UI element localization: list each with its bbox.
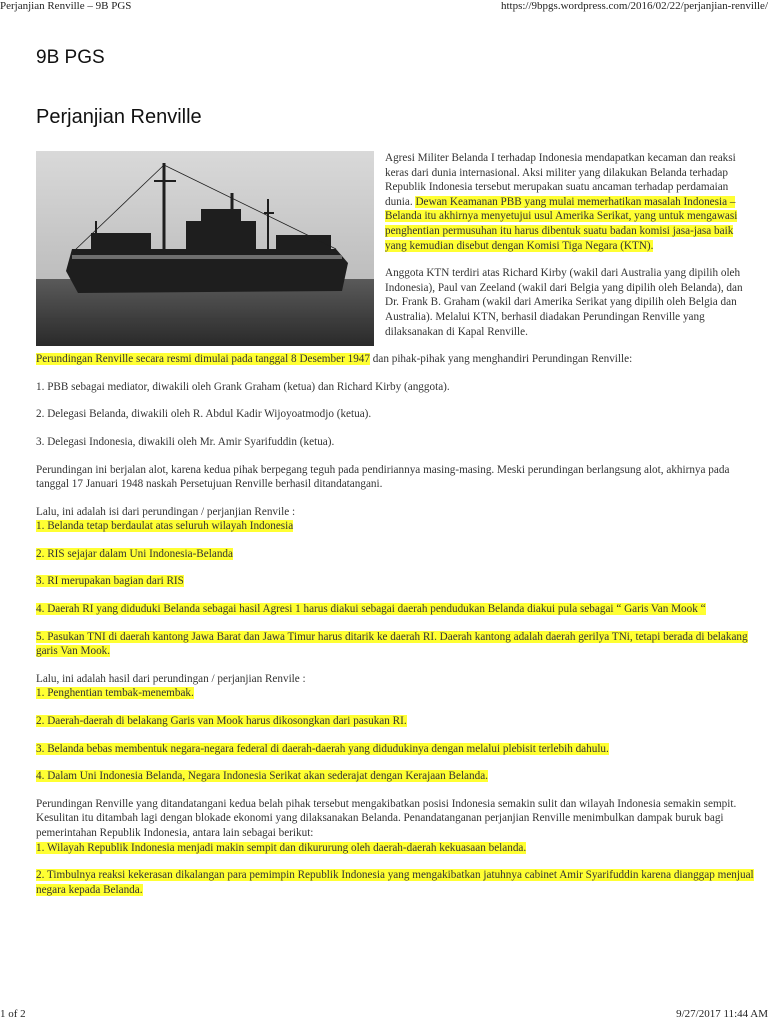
contents-item: [36, 547, 756, 562]
contents-item: [36, 519, 756, 534]
print-header-title: Perjanjian Renville – 9B PGS: [0, 0, 132, 12]
results-item: [36, 742, 756, 757]
post-title: Perjanjian Renville: [36, 106, 202, 128]
print-header-url[interactable]: https://9bpgs.wordpress.com/2016/02/22/perjanjian-renville/: [500, 0, 768, 12]
delegation-item: 3. Delegasi Indonesia, diwakili oleh Mr. Amir Syarifuddin (ketua).: [36, 435, 335, 448]
contents-intro: Lalu, ini adalah isi dari perundingan / perjanjian Renvile :: [36, 505, 296, 518]
results-intro: Lalu, ini adalah hasil dari perundingan / perjanjian Renvile :: [36, 672, 306, 685]
intro-highlighted-text: Dewan Keamanan PBB yang mulai memerhatikan masalah Indonesia – Belanda itu akhirnya menyetujui usul Amerika Serikat, yang untuk mengawasi penghentian permusuhan itu harus dibentuk suatu badan komisi jasa-jasa baik yang kemudian disebut dengan Komisi Tiga Negara (KTN).: [385, 195, 738, 252]
contents-item-text: 4. Daerah RI yang diduduki Belanda sebagai hasil Agresi 1 harus diakui sebagai daerah pendudukan Belanda diakui pula sebagai “ Garis Van Mook “: [36, 603, 706, 616]
ship-photo: [36, 151, 374, 346]
contents-item: [36, 574, 756, 589]
results-item-text: 4. Dalam Uni Indonesia Belanda, Negara Indonesia Serikat akan sederajat dengan Kerajaan Belanda.: [36, 770, 488, 783]
intro-plain-text: Agresi Militer Belanda I terhadap Indonesia mendapatkan kecaman dan reaksi keras dari dunia internasional. Aksi militer yang dilakukan Belanda terhadap Republik Indonesia tersebut merupakan suatu ancaman terhadap perdamaian dunia.: [385, 152, 736, 208]
contents-item-text: 3. RI merupakan bagian dari RIS: [36, 575, 184, 588]
impact-item-text: 1. Wilayah Republik Indonesia menjadi makin sempit dan dikururung oleh daerah-daerah kekuasaan belanda.: [36, 841, 527, 854]
impact-item: [36, 868, 756, 897]
ktn-paragraph: Anggota KTN terdiri atas Richard Kirby (wakil dari Australia yang dipilih oleh Indonesia), Paul van Zeeland (wakil dari Belgia yang dipilih oleh Belanda), dan Dr. Frank B. Graham (wakil dari Amerika Serikat yang dipilih oleh Belgia dan Australia). Melalui KTN, berhasil diadakan Perundingan Renville yang dilaksanakan di Kapal Renville.: [385, 267, 743, 338]
start-paragraph: [36, 352, 756, 367]
contents-item-text: 5. Pasukan TNI di daerah kantong Jawa Barat dan Jawa Timur harus ditarik ke daerah RI. Daerah kantong adalah daerah gerilya TNi, tetapi berada di belakang garis Van Mook.: [36, 630, 748, 658]
contents-item-text: 2. RIS sejajar dalam Uni Indonesia-Belanda: [36, 547, 233, 560]
impact-item: [36, 841, 756, 856]
contents-item: [36, 630, 756, 659]
results-item: [36, 769, 756, 784]
results-item: [36, 714, 756, 729]
results-item-text: 1. Penghentian tembak-menembak.: [36, 687, 194, 700]
post-content: [36, 151, 756, 910]
contents-item: [36, 602, 756, 617]
impact-item-text: 2. Timbulnya reaksi kekerasan dikalangan para pemimpin Republik Indonesia yang mengakibatkan jatuhnya cabinet Amir Syarifuddin karena dianggap menjual negara kepada Belanda.: [36, 869, 754, 896]
results-item: [36, 686, 756, 701]
results-item-text: 2. Daerah-daerah di belakang Garis van Mook harus dikosongkan dari pasukan RI.: [36, 715, 407, 728]
delegation-item: 2. Delegasi Belanda, diwakili oleh R. Abdul Kadir Wijoyoatmodjo (ketua).: [36, 408, 372, 421]
delegation-item: 1. PBB sebagai mediator, diwakili oleh Grank Graham (ketua) dan Richard Kirby (anggota).: [36, 380, 450, 393]
page-number: 1 of 2: [0, 1008, 26, 1020]
negotiation-paragraph: Perundingan ini berjalan alot, karena kedua pihak berpegang teguh pada pendiriannya masing-masing. Meski perundingan berlangsung alot, akhirnya pada tanggal 17 Januari 1948 naskah Persetujuan Renville berhasil ditandatangani.: [36, 463, 730, 491]
print-datetime: 9/27/2017 11:44 AM: [676, 1008, 768, 1020]
start-highlighted-text: Perundingan Renville secara resmi dimulai pada tanggal 8 Desember 1947: [36, 353, 370, 366]
print-header: [0, 0, 768, 14]
print-footer: [0, 1008, 768, 1022]
results-item-text: 3. Belanda bebas membentuk negara-negara federal di daerah-daerah yang didudukinya dengan melalui plebisit terlebih dahulu.: [36, 742, 609, 755]
impact-intro: Perundingan Renville yang ditandatangani kedua belah pihak tersebut mengakibatkan posisi Indonesia semakin sulit dan wilayah Indonesia semakin sempit. Kesulitan itu ditambah lagi dengan blokade ekonomi yang dilaksanakan Belanda. Penandatanganan perjanjian Renville menimbulkan dampak buruk bagi pemerintahan Republik Indonesia, antara lain sebagai berikut:: [36, 797, 737, 839]
start-plain-text: dan pihak-pihak yang menghandiri Perundingan Renville:: [369, 353, 633, 366]
site-title[interactable]: 9B PGS: [36, 47, 105, 68]
contents-item-text: 1. Belanda tetap berdaulat atas seluruh wilayah Indonesia: [36, 520, 294, 533]
